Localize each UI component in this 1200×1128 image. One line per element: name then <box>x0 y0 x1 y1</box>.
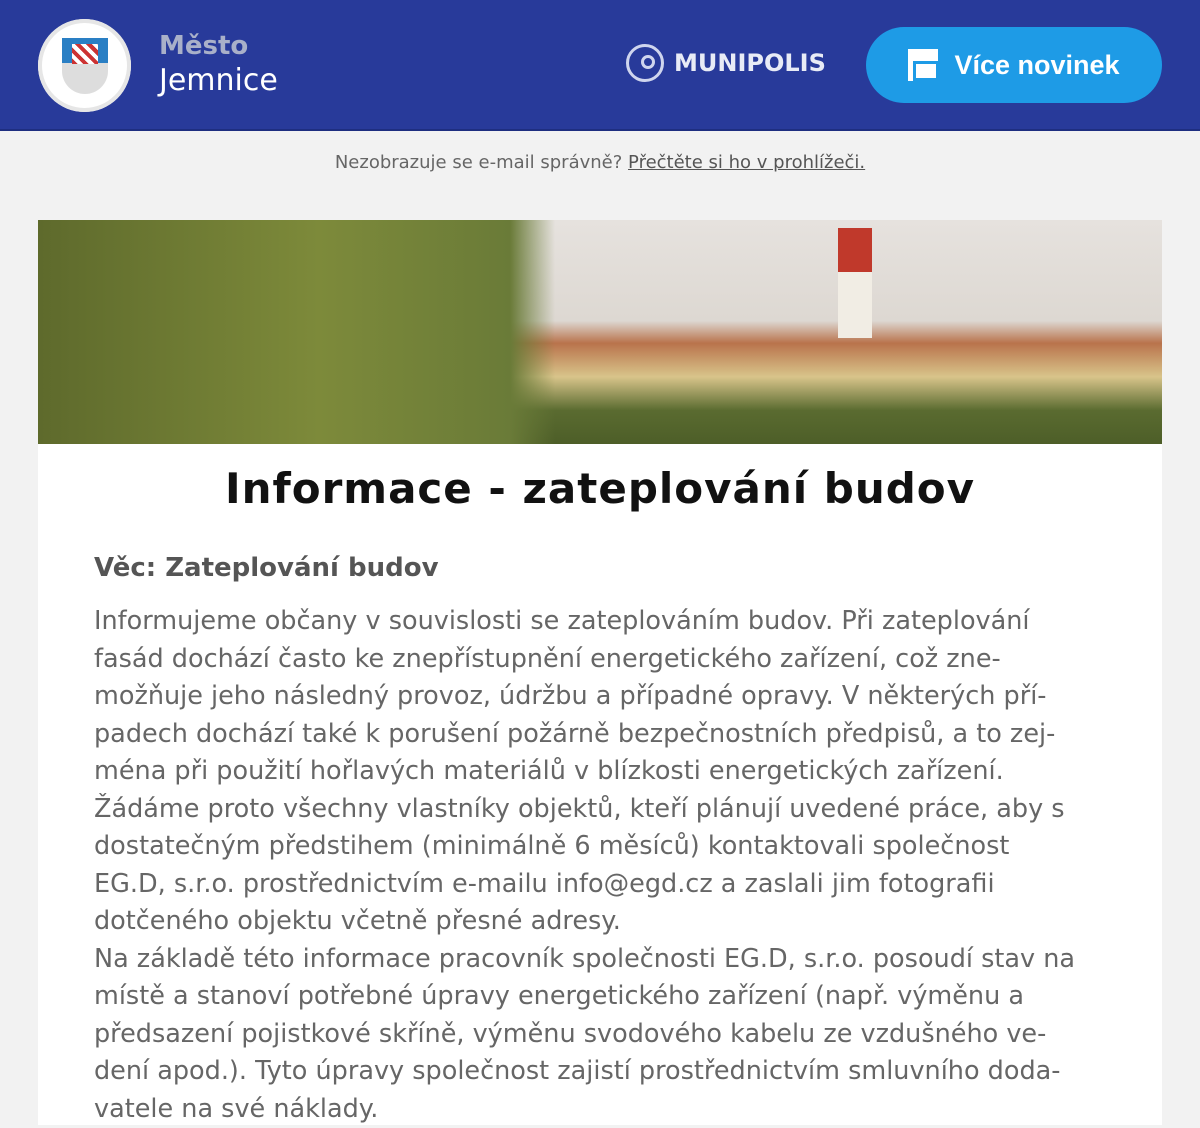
church-tower <box>838 228 872 338</box>
body-line: vatele na své náklady. <box>94 1091 1106 1128</box>
town-prefix: Město <box>159 30 278 62</box>
body-line: Na základě této informace pracovník společnosti EG.D, s.r.o. posoudí stav na <box>94 941 1106 979</box>
notice-text: Nezobrazuje se e-mail správně? <box>335 152 622 173</box>
article-subject: Věc: Zateplování budov <box>94 553 1106 583</box>
browser-notice <box>0 152 1200 173</box>
body-line: padech dochází také k porušení požárně bezpečnostních předpisů, a to zej- <box>94 716 1106 754</box>
body-line: Žádáme proto všechny vlastníky objektů, kteří plánují uvedené práce, aby s <box>94 791 1106 829</box>
body-line: dotčeného objektu včetně přesné adresy. <box>94 903 1106 941</box>
body-line: dostatečným předstihem (minimálně 6 měsíců) kontaktovali společnost <box>94 828 1106 866</box>
newspaper-icon <box>908 49 938 81</box>
article-card <box>38 220 1162 1125</box>
article-body <box>94 603 1106 1128</box>
body-line: fasád dochází často ke znepřístupnění energetického zařízení, což zne- <box>94 641 1106 679</box>
view-in-browser-link[interactable]: Přečtěte si ho v prohlížeči. <box>628 152 865 173</box>
body-line: Informujeme občany v souvislosti se zateplováním budov. Při zateplování <box>94 603 1106 641</box>
body-line: možňuje jeho následný provoz, údržbu a případné opravy. V některých pří- <box>94 678 1106 716</box>
body-line: EG.D, s.r.o. prostřednictvím e-mailu info@egd.cz a zaslali jim fotografii <box>94 866 1106 904</box>
header <box>0 0 1200 131</box>
munipolis-logo[interactable] <box>626 44 826 82</box>
body-line: předsazení pojistkové skříně, výměnu svodového kabelu ze vzdušného ve- <box>94 1016 1106 1054</box>
article-title: Informace - zateplování budov <box>38 464 1162 513</box>
more-news-button[interactable] <box>866 27 1162 103</box>
coat-of-arms-icon <box>62 38 108 94</box>
body-line: dení apod.). Tyto úpravy společnost zajistí prostřednictvím smluvního doda- <box>94 1053 1106 1091</box>
town-logo[interactable] <box>38 19 131 112</box>
more-news-label: Více novinek <box>954 50 1119 81</box>
hero-image <box>38 220 1162 444</box>
body-line: místě a stanoví potřebné úpravy energetického zařízení (např. výměnu a <box>94 978 1106 1016</box>
town-title: Jemnice <box>159 62 278 100</box>
brand-name: MUNIPOLIS <box>674 49 826 77</box>
body-line: ména při použití hořlavých materiálů v blízkosti energetických zařízení. <box>94 753 1106 791</box>
town-name <box>159 30 278 100</box>
broadcast-icon <box>626 44 664 82</box>
